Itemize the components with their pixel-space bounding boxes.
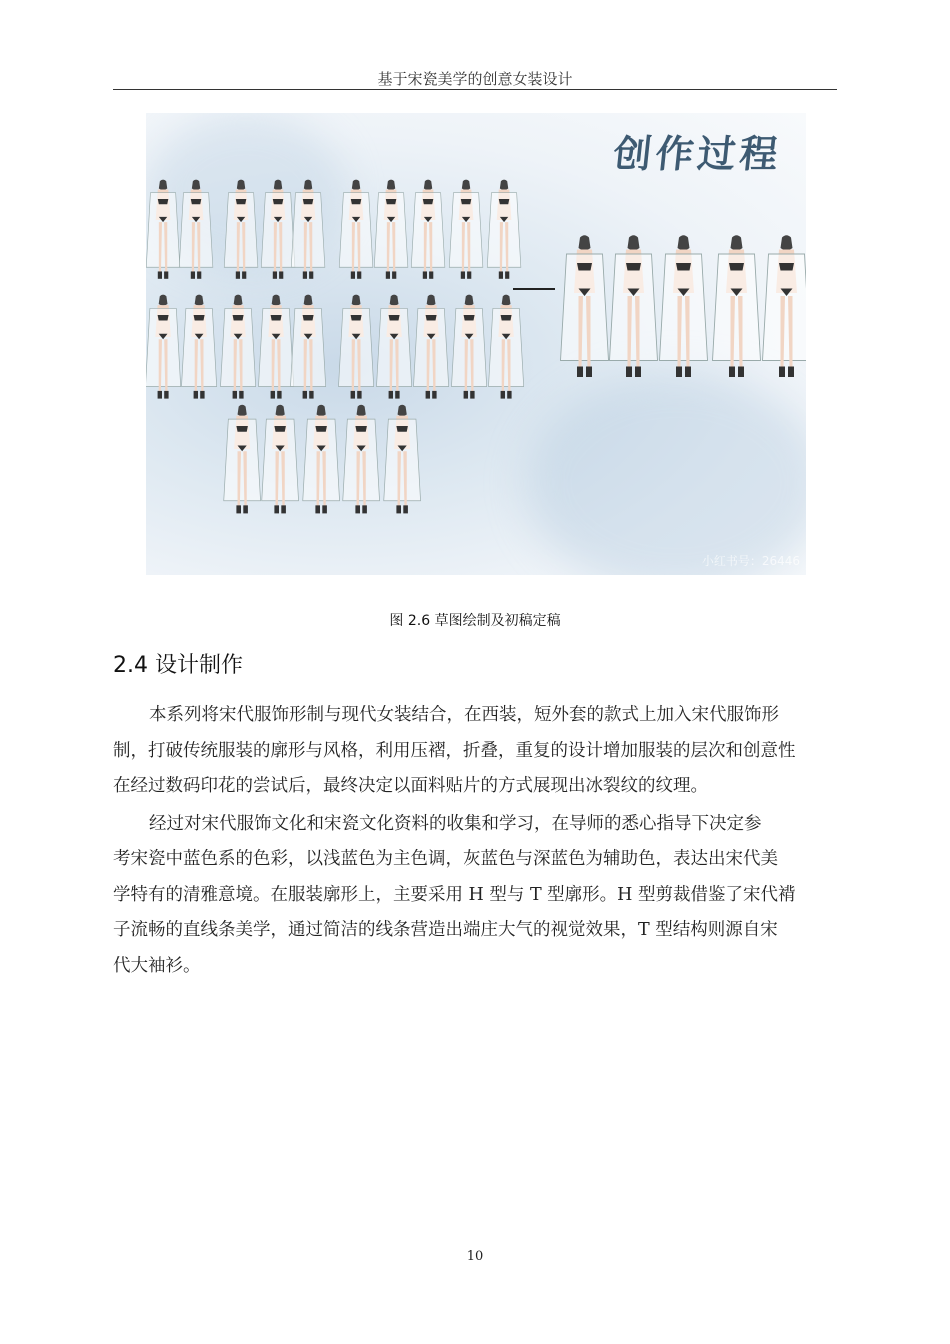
section-heading: 2.4 设计制作	[113, 653, 243, 678]
ink-wash	[526, 373, 806, 575]
fashion-sketch-figure	[483, 293, 529, 403]
fashion-sketch-figure	[482, 178, 526, 283]
running-header: 基于宋瓷美学的创意女装设计	[377, 70, 573, 88]
paragraph	[113, 698, 837, 805]
fashion-sketch-figure	[174, 178, 218, 283]
watermark: 小红书号：26446	[701, 554, 800, 568]
text-line: 本系列将宋代服饰形制与现代女装结合，在西装，短外套的款式上加入宋代服饰形	[149, 705, 779, 725]
body-text	[113, 698, 837, 984]
text-line: 在经过数码印花的尝试后，最终决定以面料贴片的方式展现出冰裂纹的纹理。	[113, 776, 708, 796]
text-line: 代大袖衫。	[113, 955, 201, 976]
sketch-figure-image	[146, 113, 806, 575]
text-line: 子流畅的直线条美学，通过简洁的线条营造出端庄大气的视觉效果，T 型结构则源自宋	[113, 920, 778, 940]
fashion-sketch-figure	[285, 293, 331, 403]
text-line: 制，打破传统服装的廓形与风格，利用压褶，折叠，重复的设计增加服装的层次和创意性	[113, 740, 796, 761]
fashion-sketch-figure	[755, 233, 807, 383]
figure-image-title: 创作过程	[611, 132, 784, 176]
header-rule	[113, 89, 837, 90]
text-line: 经过对宋代服饰文化和宋瓷文化资料的收集和学习，在导师的悉心指导下决定参	[149, 813, 762, 834]
text-line: 考宋瓷中蓝色系的色彩，以浅蓝色为主色调，灰蓝色与深蓝色为辅助色，表达出宋代美	[113, 849, 778, 869]
figure-caption: 图 2.6 草图绘制及初稿定稿	[389, 613, 561, 629]
fashion-sketch-figure	[378, 403, 426, 518]
paragraph	[113, 807, 837, 985]
connector-line	[513, 288, 555, 290]
page-number: 10	[466, 1249, 484, 1264]
fashion-sketch-figure	[286, 178, 330, 283]
text-line: 学特有的清雅意境。在服装廓形上，主要采用 H 型与 T 型廓形。H 型剪裁借鉴了宋代褙	[113, 884, 796, 905]
